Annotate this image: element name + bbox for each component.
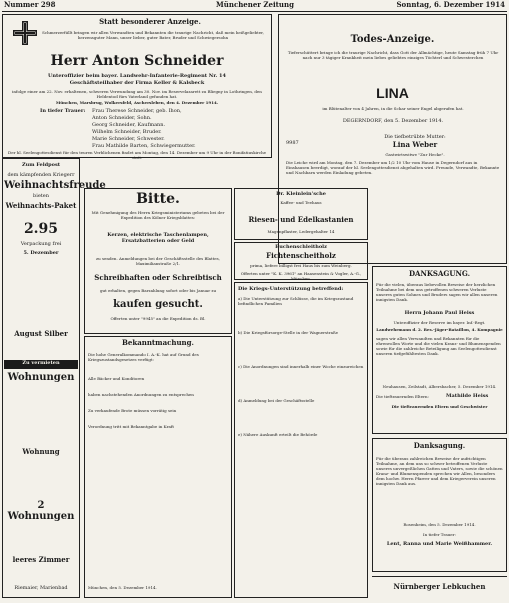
death-notice-place-date: München, Marsbrug, Wolkersfeld, Aschersleben, den 4. Dezember 1914. bbox=[55, 100, 219, 105]
danksagung-heiss-name: Herrn Johann Paul Heiss bbox=[404, 310, 475, 316]
buchen-code: Offerten unter "K. K. 3961" an Haasenstein & Vogler, A.-G., München. bbox=[240, 271, 362, 281]
bitte-footer: zu senden. Anmeldungen bei der Geschäftsstelle des Blattes, Maximilianstraße 2/1. bbox=[96, 256, 220, 266]
buchen-sub: Fichtenscheitholz bbox=[266, 251, 336, 260]
bitte-items: Kerzen, elektrische Taschenlampen, Ersatzbatterien oder Geld bbox=[107, 232, 209, 244]
left-ad-date: 5. Dezember bbox=[23, 250, 59, 256]
iron-cross-icon bbox=[10, 18, 40, 48]
kriegs-item-4: d) Anmeldung bei der Geschäftsstelle bbox=[238, 398, 315, 403]
schreibhaften-text: gut erhalten, gegen Barzahlung sofort oder bis Januar zu bbox=[99, 288, 217, 293]
bekanntmachung-heading: Bekanntmachung. bbox=[122, 338, 194, 347]
bekanntmachung-item-4: Verordnung tritt mit Bekanntgabe in Kraft bbox=[88, 424, 174, 429]
kaffee-footer: Magenpflaster, Ledergehalter 14 bbox=[267, 229, 335, 234]
todes-anzeige-intro: Tieferschüttert bringe ich die traurige Nachricht, dass Gott der Allmächtige, heute Samstag früh 7 Uhr nach nur 3 tägiger Krankheit mein liebes geliebtes einziges Töchterl und Schwesterchen bbox=[287, 50, 499, 60]
buchen-text: prima, liefere billigst frei Haus bis zum Weinberg. bbox=[250, 263, 352, 268]
danksagung-heiss-unit: Landwehrmann d. 2. Res.-Jäger-Bataillon, 4. Kompagnie bbox=[376, 327, 503, 332]
kriegs-intro: Die Kriegs-Unterstützung betreffend: bbox=[238, 286, 344, 292]
bitte-heading: Bitte. bbox=[136, 191, 180, 207]
bekanntmachung-item-2: haben nachstehenden Anordnungen zu entsprechen bbox=[88, 392, 194, 397]
todes-anzeige-funeral: Die Leiche wird am Montag, den 7. Dezember um 1/2 10 Uhr vom Hause in Degerndorf aus in Einshausen beerdigt, worauf der hl. Seelengottesdienst abgehalten wird. Freunde, Verwandte, Bekannte und Nachbarn werden Einladung gebeten. bbox=[286, 160, 500, 175]
bekanntmachung-text: Die hohe Generalkommando I. A.-K. hat auf Grund des Kriegszustandsgesetzes verfügt: bbox=[88, 352, 199, 362]
death-notice-mourner-4: Wilhelm Schneider, Bruder. bbox=[92, 129, 162, 135]
left-ad-empty-room: leeres Zimmer bbox=[12, 555, 70, 564]
masthead: Münchener Zeitung bbox=[216, 0, 294, 9]
death-notice-mourner-6: Frau Mathilde Barten, Schwiegermutter. bbox=[92, 143, 196, 149]
danksagung-heiss-place-date: Neuhausen, Zeilstadt, Albersbacher, 5. Dezember 1914. bbox=[382, 384, 497, 389]
danksagung-heiss-heading: DANKSAGUNG. bbox=[408, 269, 471, 278]
left-ad-footer: Riemaier, Marienbad bbox=[14, 585, 68, 591]
todes-anzeige-heading: Todes-Anzeige. bbox=[350, 34, 435, 45]
schreibhaften-heading: Schreibhaften oder Schreibtisch bbox=[94, 273, 222, 282]
todes-anzeige-place-date: DEGERNDORF, den 5. Dezember 1914. bbox=[342, 118, 444, 124]
issue-number: Nummer 298 bbox=[4, 0, 56, 9]
danksagung-weisshammer-mourner-name: Lent, Ranna und Marie Weißhammer. bbox=[386, 541, 493, 547]
left-ad-label: bieten bbox=[33, 193, 49, 199]
danksagung-heiss-footer: Die tieftrauernden Eltern und Geschwister bbox=[391, 404, 488, 409]
bekanntmachung-item-3: Zu verkaufende Brote müssen vorrätig sein bbox=[88, 408, 177, 413]
danksagung-heiss-mourner-label: Die tieftrauernden Eltern: bbox=[376, 394, 429, 399]
left-ad-two-apartments: 2 Wohnungen bbox=[7, 500, 75, 522]
death-notice-intro: Schmerzerfüllt bringen wir allen Verwandten und Bekannten die traurige Nachricht, daß mein heißgeliebter, herzensguter Mann, unser lieber, guter Bater, Bruder und Schwiegersohn bbox=[42, 30, 264, 40]
danksagung-heiss-body: sagen wir allen Verwandten und Bekannten für die ehrenvollen Worte und die vielen Kranz- und Blumenspenden sowie für die zahlreiche Beteiligung am Seelengottesdienst unseren tiefgefühltesten Dank. bbox=[376, 336, 501, 356]
left-ad-package: Weihnachts-Paket bbox=[5, 201, 77, 210]
left-ad-title: Weihnachtsfreude bbox=[4, 180, 106, 191]
death-notice-footer: Der hl. Seelengottesdienst für den teuren Verblichenen findet am Montag, den 14. Dezember um 9 Uhr in der Bonifatiuskirche statt. bbox=[8, 150, 267, 160]
buchen-heading: Buchenschleitholz bbox=[275, 244, 327, 250]
kaffee-brand: Riesen- und Edelkastanien bbox=[248, 215, 354, 224]
death-notice-firm: Geschäftsteilhaber der Firma Keller & Kalsbeck bbox=[69, 80, 205, 86]
schreibhaften-footer: Offerten unter "9945" an die Expedition ds. Bl. bbox=[110, 316, 206, 321]
death-notice-name: Herr Anton Schneider bbox=[50, 53, 224, 69]
danksagung-heiss-rank: Unteroffizier der Reserve im bayer. Inf.-Regt. bbox=[393, 320, 486, 325]
death-notice-mourner-2: Anton Schneider, Sohn. bbox=[92, 115, 152, 121]
todes-anzeige-mourner-label: Die tiefbetrübte Mutter: bbox=[384, 134, 446, 140]
todes-anzeige-age: im Blütenalter von 4 Jahren, in die Schar seiner Engel abgerufen hat. bbox=[322, 106, 464, 111]
danksagung-weisshammer-mourner-label: In tiefer Trauer: bbox=[423, 532, 456, 537]
kriegs-item-3: c) Die Anordnungen sind innerhalb einer Woche einzureichen bbox=[238, 364, 364, 369]
death-notice-mourner-3: Georg Schneider, Kaufmann. bbox=[92, 122, 166, 128]
bitte-text: Mit Genehmigung des Herrn Kriegsministeriums gebeten bei der Expedition des Kölner Kriegsblattes: bbox=[91, 210, 225, 220]
bekanntmachung-item-1: Alle Bäcker und Konditoren bbox=[88, 376, 145, 381]
danksagung-heiss-intro: Für die vielen, überaus liebevollen Beweise der herzlichen Teilnahme bei dem uns getroffenen schweren Verluste unseres guten Sohnes und Bruders sagen wir allen unseren innigsten Dank. bbox=[376, 282, 498, 302]
header-rule bbox=[2, 11, 507, 12]
bottom-right-rule bbox=[372, 576, 507, 577]
kaffee-sub: Kaffee- und Teehaus bbox=[280, 200, 322, 205]
danksagung-weisshammer-place-date: Rosenheim, den 5. Dezember 1914. bbox=[403, 522, 476, 527]
death-notice-mourner-1: Frau Therese Schneider, geb. Ihon, bbox=[92, 108, 182, 114]
schreibhaften-sub: kaufen gesucht. bbox=[113, 299, 203, 310]
left-ad-apartment: Wohnung bbox=[22, 447, 60, 456]
death-notice-heading: Statt besonderer Anzeige. bbox=[99, 17, 201, 26]
death-notice-mourner-5: Marie Schneider, Schwester. bbox=[92, 136, 165, 142]
left-ad-apartments: Wohnungen bbox=[7, 372, 75, 383]
todes-anzeige-code: 9987 bbox=[286, 140, 299, 146]
kaffee-title: Dr. Kleinlein'sche bbox=[276, 191, 326, 197]
kriegs-item-1: a) Die Unterstützung zur Schlüsse, die im Kriegszustand befindlichen Familien bbox=[238, 296, 354, 306]
left-ad-packing: Verpackung frei bbox=[20, 241, 62, 247]
left-ad-brand: August Silber bbox=[14, 329, 68, 338]
kriegs-item-2: b) Die Kriegsfürsorge-Stelle in der Wagnerstraße bbox=[238, 330, 339, 335]
left-ad-price: 2.95 bbox=[23, 221, 59, 237]
death-notice-mourners-label: In tiefer Trauer: bbox=[40, 108, 86, 114]
kriegs-item-5: e) Nähere Auskunft erteilt die Behörde bbox=[238, 432, 318, 437]
danksagung-heiss-mourner-name: Mathilde Heiss bbox=[446, 393, 489, 399]
bottom-right-ad: Nürnberger Lebkuchen bbox=[393, 582, 486, 591]
death-notice-rank: Unteroffizier beim bayer. Landwehr-Infanterie-Regiment Nr. 14 bbox=[48, 73, 226, 79]
left-ad-rent-banner: Zu vermieten bbox=[4, 360, 78, 369]
left-ad-headline: Zum Feldpost bbox=[21, 162, 61, 168]
todes-anzeige-mourner-sub: Gastwirtswitwe "Zur Hecke". bbox=[385, 152, 445, 157]
danksagung-weisshammer-heading: Danksagung. bbox=[413, 441, 466, 450]
bekanntmachung-footer: München, den 5. Dezember 1914. bbox=[88, 585, 157, 590]
left-ad-subline: dem kämpfenden Kriegerr bbox=[7, 172, 75, 178]
todes-anzeige-name: LINA bbox=[376, 85, 409, 101]
todes-anzeige-mourner-name: Lina Weber bbox=[392, 140, 438, 149]
danksagung-weisshammer-body: Für die überaus zahlreichen Beweise der aufrichtigen Teilnahme, an dem uns so schwer betroffenen Verluste unseres unvergeßlichen Gatten und Vaters, sowie die schönen Kranz- und Blumenspenden sprechen wir Allen, besonders dem hochw. Herrn Pfarrer und dem Kriegerverein unseren innigsten Dank aus. bbox=[376, 456, 503, 486]
issue-date: Sonntag, 6. Dezember 1914 bbox=[396, 0, 505, 9]
death-notice-details: infolge einer am 22. Nov. erhaltenen, schweren Verwundung am 30. Nov. im Reservelazarett zu Bliegny in Lothringen, den Heldentod fürs Vaterland gefunden hat. bbox=[12, 89, 262, 99]
